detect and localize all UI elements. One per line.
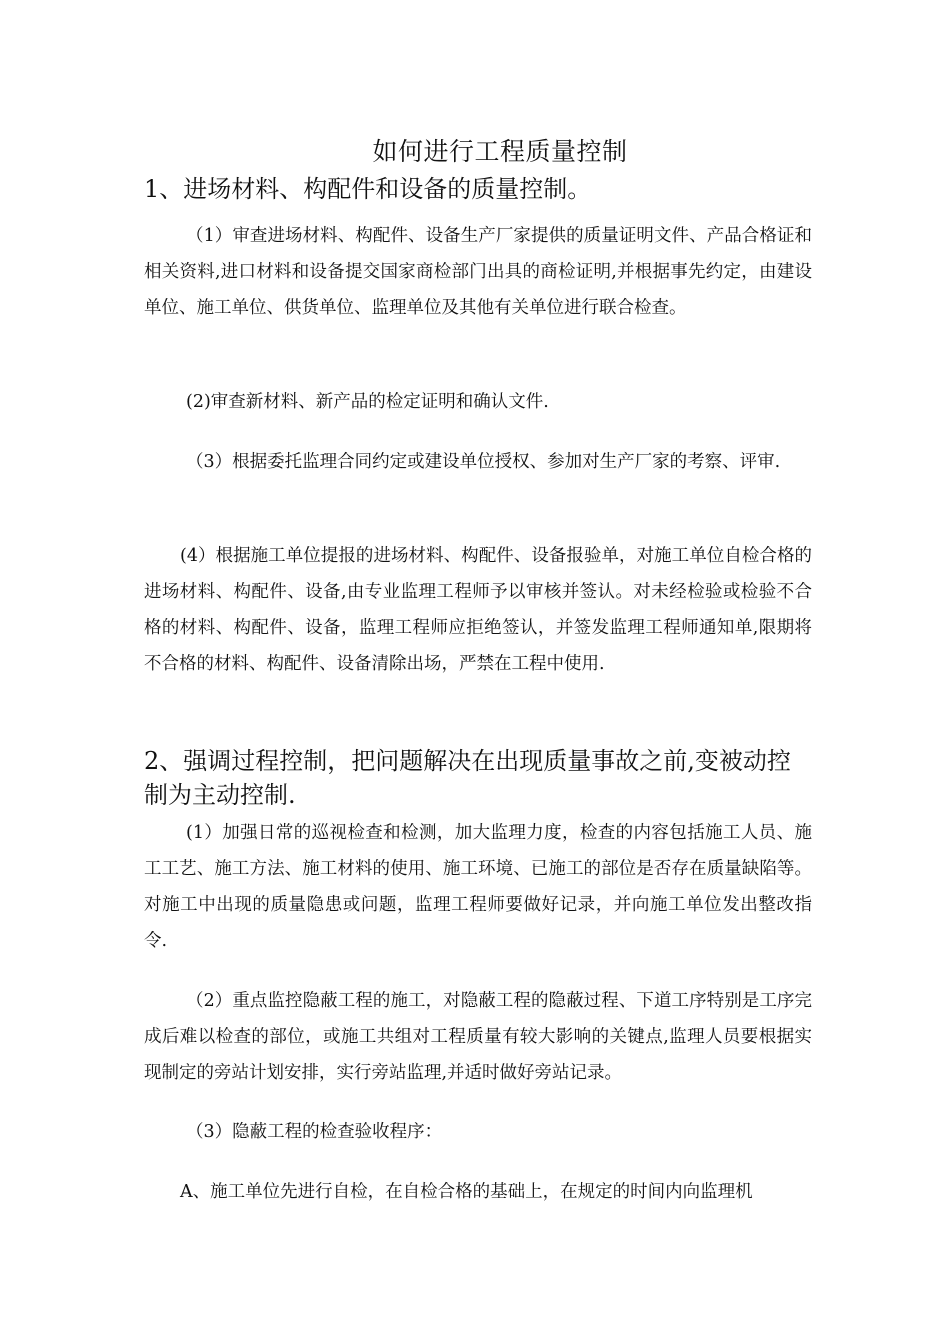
section-1-paragraph-3: （3）根据委托监理合同约定或建设单位授权、参加对生产厂家的考察、评审. <box>186 452 781 472</box>
section-2-paragraph-1: (1）加强日常的巡视检查和检测，加大监理力度，检查的内容包括施工人员、施工工艺、施工方法、施工材料的使用、施工环境、已施工的部位是否存在质量缺陷等。对施工中出现的质量隐患或问题，监理工程师要做好记录，并向施工单位发出整改指令. <box>144 823 812 951</box>
section-1-paragraph-4: (4）根据施工单位提报的进场材料、构配件、设备报验单，对施工单位自检合格的进场材料、构配件、设备,由专业监理工程师予以审核并签认。对未经检验或检验不合格的材料、构配件、设备，监理工程师应拒绝签认，并签发监理工程师通知单,限期将不合格的材料、构配件、设备清除出场，严禁在工程中使用. <box>144 546 812 674</box>
section-1-paragraph-2: (2)审查新材料、新产品的检定证明和确认文件. <box>186 392 549 412</box>
section-heading-1: 1、进场材料、构配件和设备的质量控制。 <box>144 175 592 203</box>
section-2-paragraph-4: A、施工单位先进行自检，在自检合格的基础上，在规定的时间内向监理机 <box>180 1182 753 1202</box>
section-2-paragraph-2: （2）重点监控隐蔽工程的施工，对隐蔽工程的隐蔽过程、下道工序特别是工序完成后难以检查的部位，或施工共组对工程质量有较大影响的关键点,监理人员要根据实现制定的旁站计划安排，实行旁站监理,并适时做好旁站记录。 <box>144 991 812 1083</box>
section-heading-2: 2、强调过程控制，把问题解决在出现质量事故之前,变被动控制为主动控制. <box>144 747 791 809</box>
document-title: 如何进行工程质量控制 <box>372 137 628 166</box>
section-1-paragraph-1: （1）审查进场材料、构配件、设备生产厂家提供的质量证明文件、产品合格证和相关资料,进口材料和设备提交国家商检部门出具的商检证明,并根据事先约定，由建设单位、施工单位、供货单位、监理单位及其他有关单位进行联合检查。 <box>144 226 812 318</box>
section-2-paragraph-3: （3）隐蔽工程的检查验收程序： <box>186 1122 443 1142</box>
